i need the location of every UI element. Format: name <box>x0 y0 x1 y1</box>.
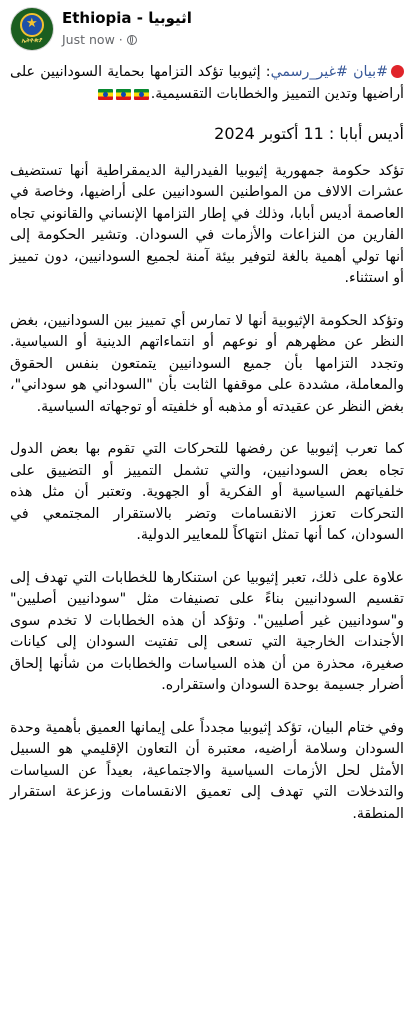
post-meta <box>62 32 137 47</box>
globe-icon[interactable] <box>127 35 137 45</box>
flags <box>95 86 149 108</box>
paragraph: علاوة على ذلك، تعبر إثيوبيا عن استنكارها للخطابات التي تهدف إلى تقسيم السودانيين بناءً على تصنيفات مثل "سودانيين أصليين" و"سودانيين غير أصليين". وتؤكد أن هذه الخطابات لا تخدم سوى الأجندات الخارجية التي تسعى إلى تفتيت السودان إلى كيانات صغيرة، محذرة من أن هذه السياسات والخطابات من شأنها إلحاق أضرار جسيمة بوحدة السودان واستقراره. <box>10 569 404 693</box>
ethiopian-flag-icon <box>116 89 131 100</box>
ethiopian-flag-icon <box>134 89 149 100</box>
paragraph: تؤكد حكومة جمهورية إثيوبيا الفيدرالية الديمقراطية أنها تستضيف عشرات الالاف من المواطنين السودانيين على أراضيها، وخاصة في العاصمة أديس أبابا، وذلك في إطار التزامها الإنساني والقانوني تجاه الفارين من النزاعات والأزمات في السودان. وتشير الحكومة إلى أنها تولي أهمية بالغة لتوفير بيئة آمنة لجميع السودانيين، دون تمييز أو استثناء. <box>10 162 404 286</box>
post-headline <box>10 62 404 107</box>
red-circle-icon <box>391 65 404 78</box>
headline-text: : إثيوبيا تؤكد التزامها بحماية السودانيين على أراضيها وتدين التمييز والخطابات التقسيمية. <box>10 64 404 102</box>
page-name[interactable]: Ethiopia - اثيوبيا <box>62 9 192 27</box>
post-timestamp[interactable]: Just now <box>62 32 115 47</box>
ethiopian-flag-icon <box>98 89 113 100</box>
post-header <box>0 0 412 58</box>
avatar-text: ኢትዮጵያ <box>21 37 43 44</box>
hashtags[interactable]: #بيان #غير_رسمي <box>270 64 388 80</box>
meta-separator: · <box>118 32 123 47</box>
post-body <box>10 62 404 846</box>
emblem-icon <box>20 13 44 37</box>
page-avatar[interactable] <box>11 8 53 50</box>
dateline: أديس أبابا : 11 أكتوبر 2024 <box>214 124 404 143</box>
paragraph: كما تعرب إثيوبيا عن رفضها للتحركات التي تقوم بها بعض الدول تجاه بعض السودانيين، والتي تشمل التمييز أو التضييق على خلفياتهم السياسية أو الفكرية أو الجهوية. وتعتبر أن مثل هذه التحركات تعزز الانقسامات وتضر بالاستقرار المجتمعي في السودان، كما أنها تمثل انتهاكاً للمعايير الدولية. <box>10 441 404 543</box>
paragraph: وتؤكد الحكومة الإثيوبية أنها لا تمارس أي تمييز بين السودانيين، بغض النظر عن مظهرهم أو نوعهم أو انتماءاتهم الدينية أو السياسية. وتجدد التزامها بأن جميع السودانيين يتمتعون بنفس الحقوق والمعاملة، مشددة على موقفها الثابت بأن "السوداني هو سوداني"، بغض النظر عن عقيدته أو مذهبه أو خلفيته أو توجهاته السياسية. <box>10 312 404 415</box>
paragraph: وفي ختام البيان، تؤكد إثيوبيا مجدداً على إيمانها العميق بأهمية وحدة السودان وسلامة أراضيه، معتبرة أن التعاون الإقليمي هو السبيل الأمثل لحل الأزمات السياسية والاجتماعية، بعيداً عن السياسات والتدخلات التي تهدف إلى تعميق الانقسامات وزعزعة استقرار المنطقة. <box>10 719 404 822</box>
